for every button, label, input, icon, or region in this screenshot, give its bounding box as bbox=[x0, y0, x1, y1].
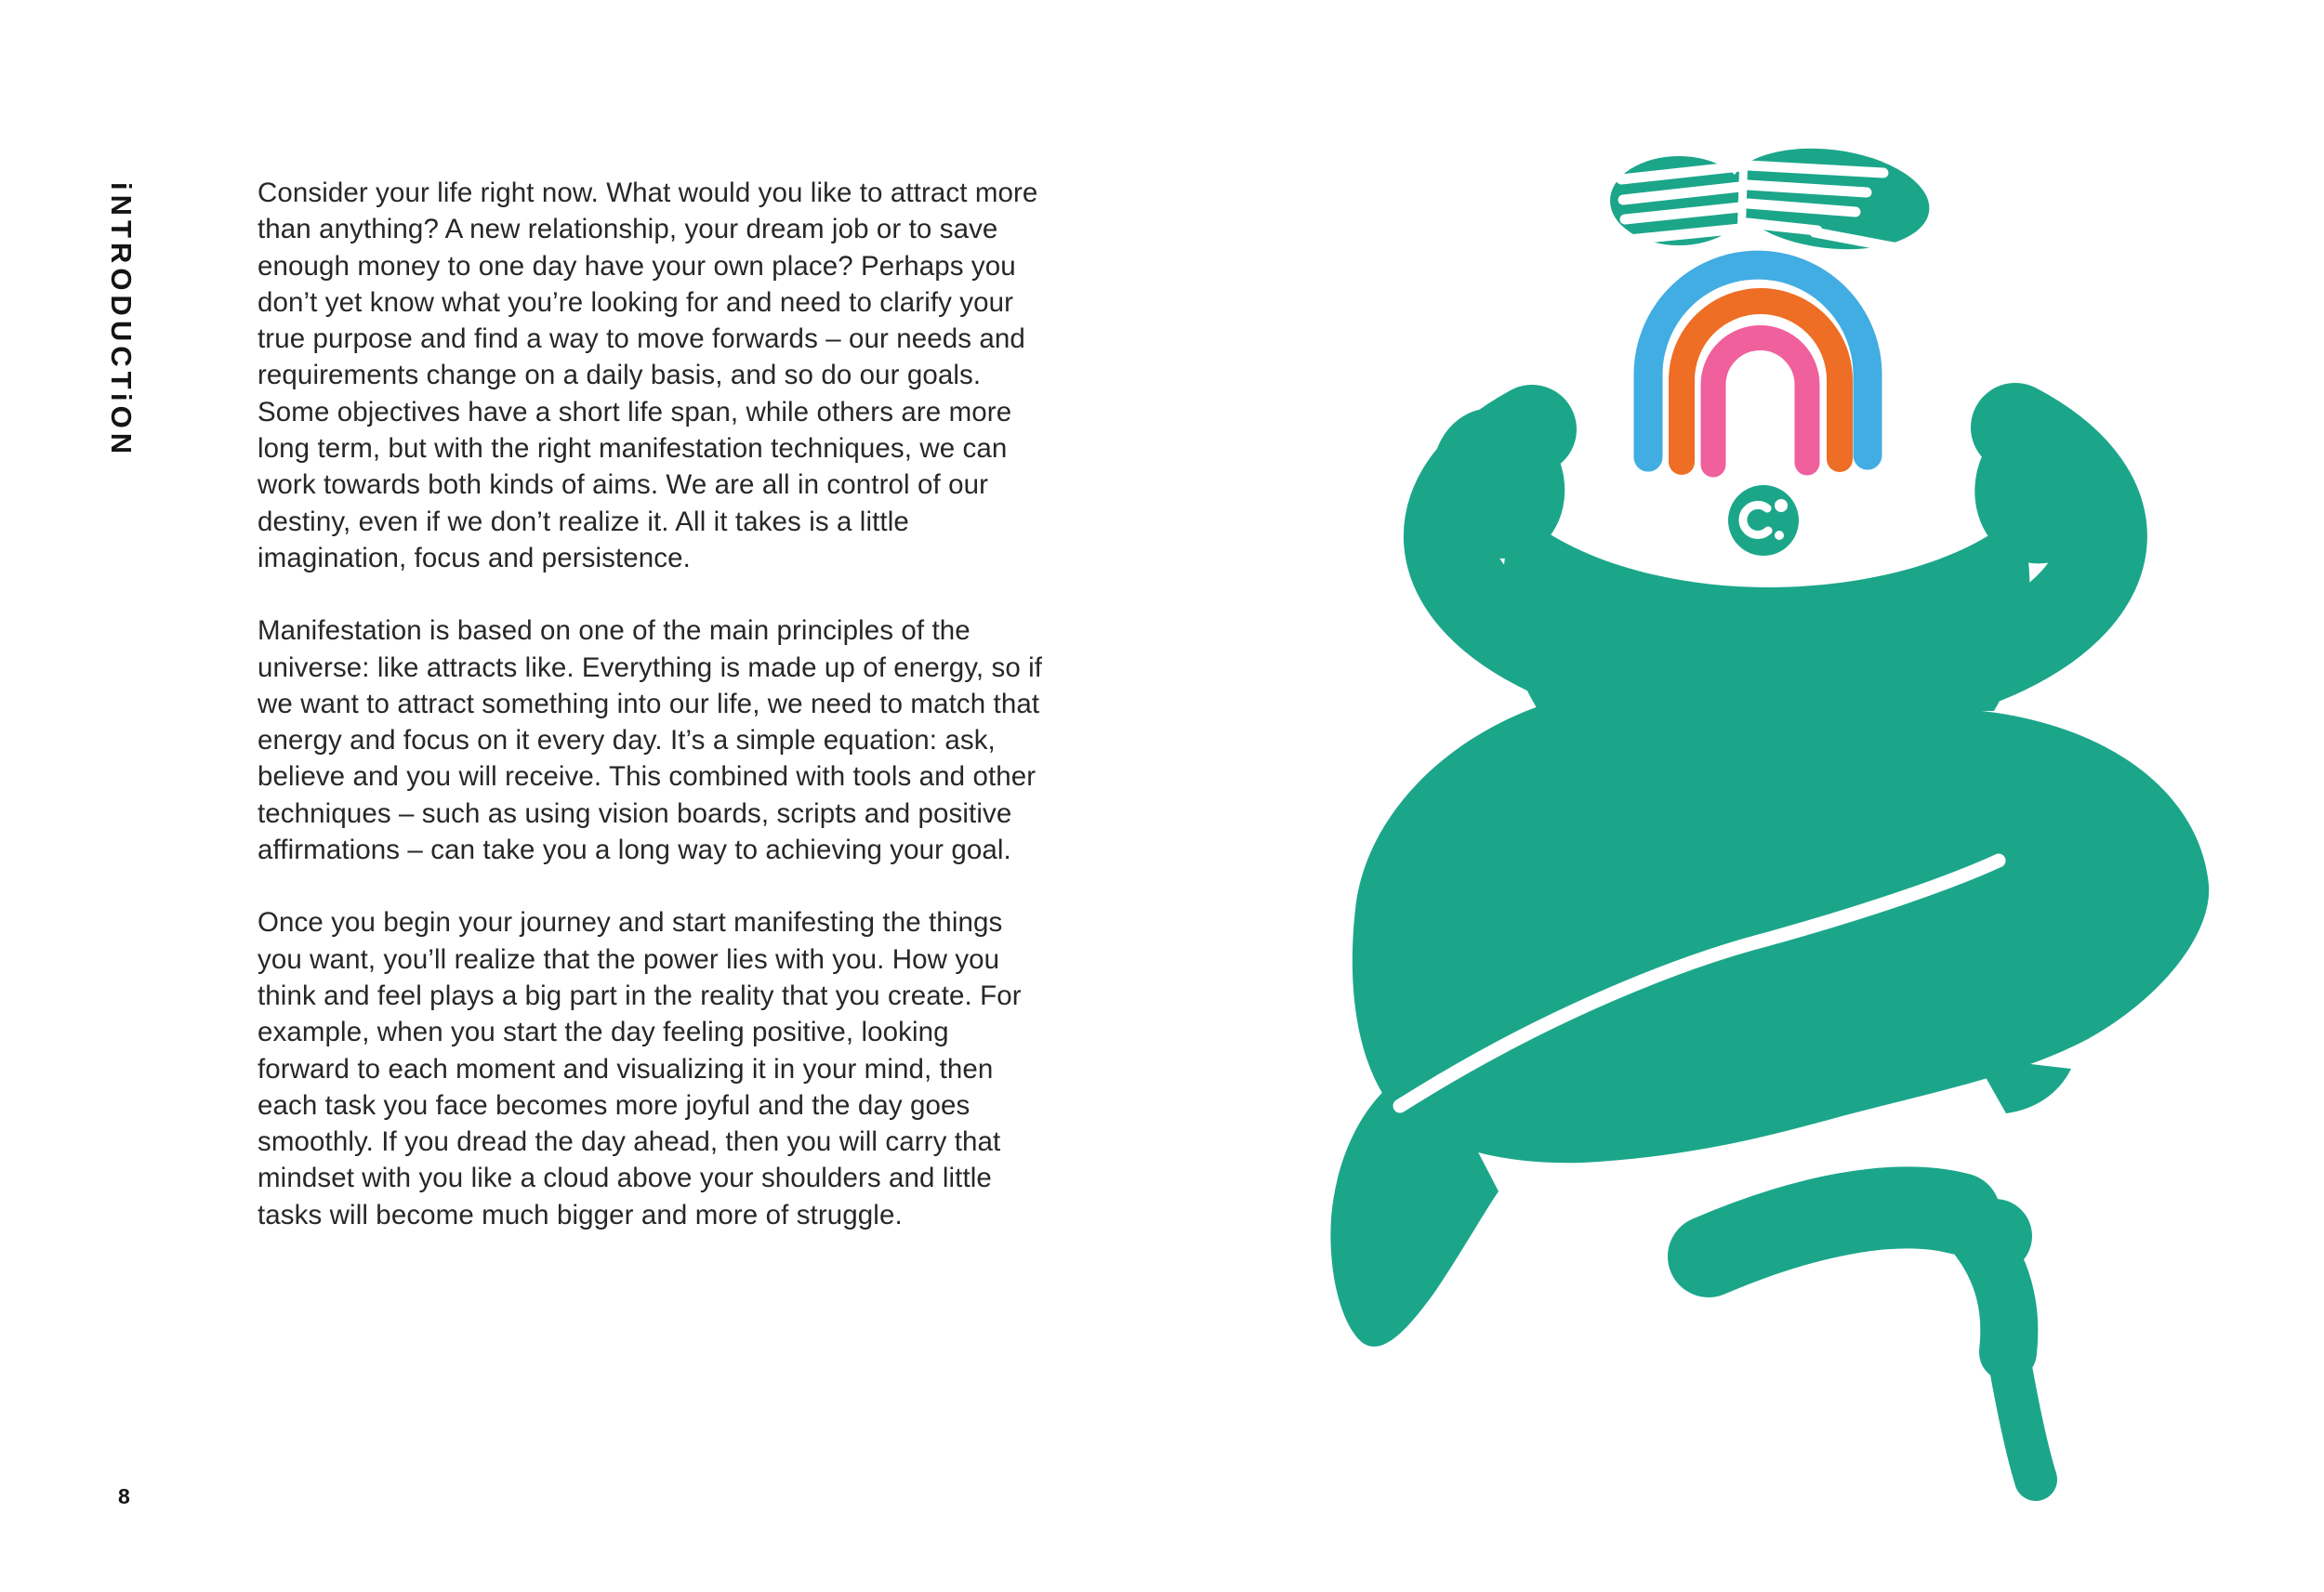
figure-hands bbox=[1610, 138, 1935, 260]
right-page-illustration bbox=[1301, 74, 2287, 1580]
chapter-label-introduction: iNTRODUCTiON bbox=[105, 182, 138, 459]
right-leg bbox=[1709, 1199, 2036, 1480]
paragraph: Consider your life right now. What would you like to attract more than anything? A new relationship, your dream job or to save enough money to one day have your own place? Perhaps you don’t yet know what you’re looking for and need to clarify your true purpose and find a way to move forwards – our needs and requirements change on a daily basis, and so do our goals. Some objectives have a short life span, while others are more long term, but with the right manifestation techniques, we can work towards both kinds of aims. We are all in control of our destiny, even if we don’t realize it. All it takes is a little imagination, focus and persistence. bbox=[257, 178, 1038, 573]
paragraph: Manifestation is based on one of the main principles of the universe: like attracts like. Everything is made up of energy, so if we want to attract something into our life, we need to match that energy and focus on it every day. It’s a simple equation: ask, believe and you will receive. This combined with tools and other techniques – such as using vision boards, scripts and positive affirmations – can take you a long way to achieving your goal. bbox=[257, 615, 1043, 866]
rainbow-icon bbox=[1648, 265, 1868, 465]
meditating-figure-illustration bbox=[1301, 74, 2287, 1580]
hands-center-gap bbox=[1741, 154, 1744, 240]
body-text-column bbox=[257, 175, 1044, 1270]
smiley-face-icon bbox=[1728, 485, 1799, 556]
page-number: 8 bbox=[118, 1484, 130, 1508]
paragraph: Once you begin your journey and start manifesting the things you want, you’ll realize that the power lies with you. How you think and feel plays a big part in the reality that you create. For example, when you start the day feeling positive, looking forward to each moment and visualizing it in your mind, then each task you face becomes more joyful and the day goes smoothly. If you dread the day ahead, then you will carry that mindset with you like a cloud above your shoulders and little tasks will become much bigger and more of struggle. bbox=[257, 907, 1022, 1230]
figure-crossed-legs bbox=[1330, 700, 2209, 1480]
